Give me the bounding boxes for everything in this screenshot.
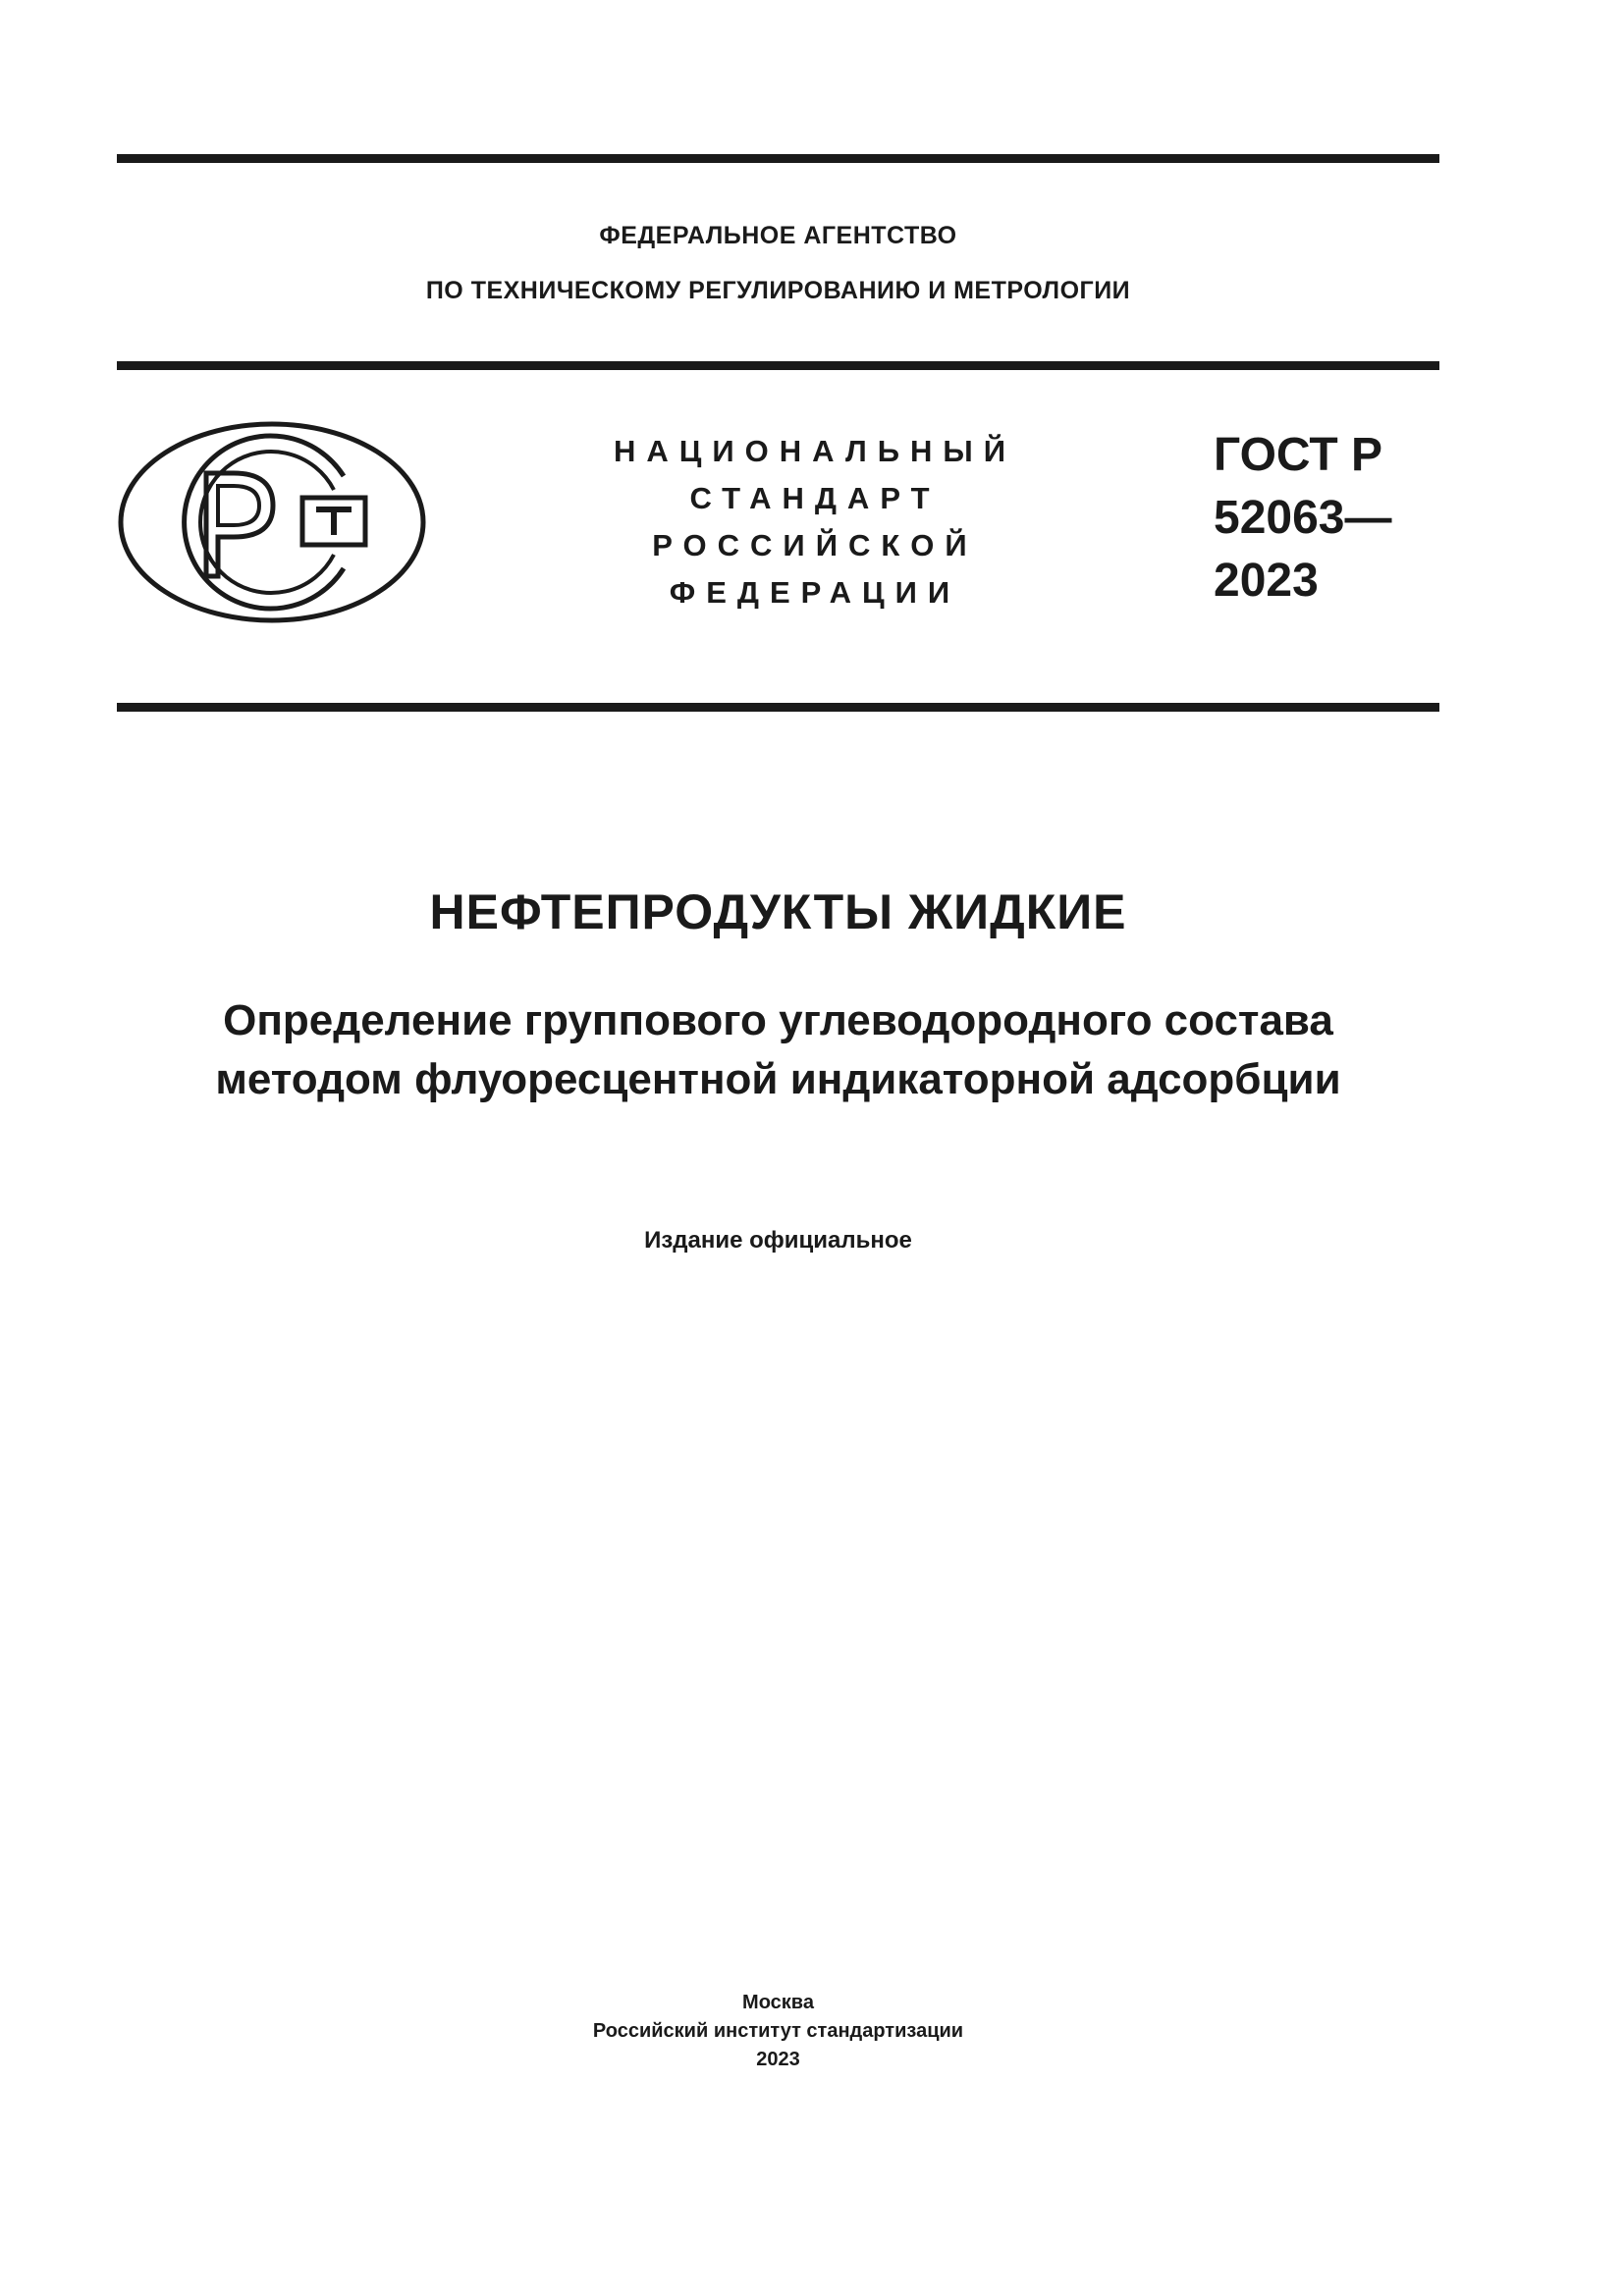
national-standard-line-1: НАЦИОНАЛЬНЫЙ (613, 434, 1017, 468)
header-bottom-rule (117, 703, 1439, 712)
publisher-imprint (117, 1989, 1439, 2074)
agency-name-line-2: ПО ТЕХНИЧЕСКОМУ РЕГУЛИРОВАНИЮ И МЕТРОЛОГИИ (425, 277, 1131, 304)
subtitle-line-1: Определение группового углеводородного состава (223, 996, 1333, 1044)
rst-certification-mark-icon (116, 419, 428, 625)
header-rule (117, 361, 1439, 370)
national-standard-line-3: РОССИЙСКОЙ (652, 528, 978, 562)
publisher-city: Москва (742, 1992, 814, 2013)
national-standard-line-2: СТАНДАРТ (689, 481, 941, 515)
national-standard-label (589, 428, 1041, 616)
standard-designation (1214, 424, 1391, 613)
publisher-year: 2023 (756, 2049, 800, 2070)
designation-line-3: 2023 (1214, 555, 1319, 607)
document-title: НЕФТЕПРОДУКТЫ ЖИДКИЕ (429, 884, 1127, 939)
publisher-name: Российский институт стандартизации (592, 2020, 964, 2042)
document-subtitle (117, 991, 1439, 1109)
national-standard-line-4: ФЕДЕРАЦИИ (669, 575, 961, 610)
edition-label: Издание официальное (644, 1227, 912, 1254)
designation-line-1: ГОСТ Р (1214, 429, 1383, 481)
top-rule (117, 154, 1439, 163)
designation-line-2: 52063— (1214, 492, 1392, 544)
subtitle-line-2: методом флуоресцентной индикаторной адсорбции (215, 1055, 1341, 1103)
agency-name-line-1: ФЕДЕРАЛЬНОЕ АГЕНТСТВО (599, 222, 957, 249)
